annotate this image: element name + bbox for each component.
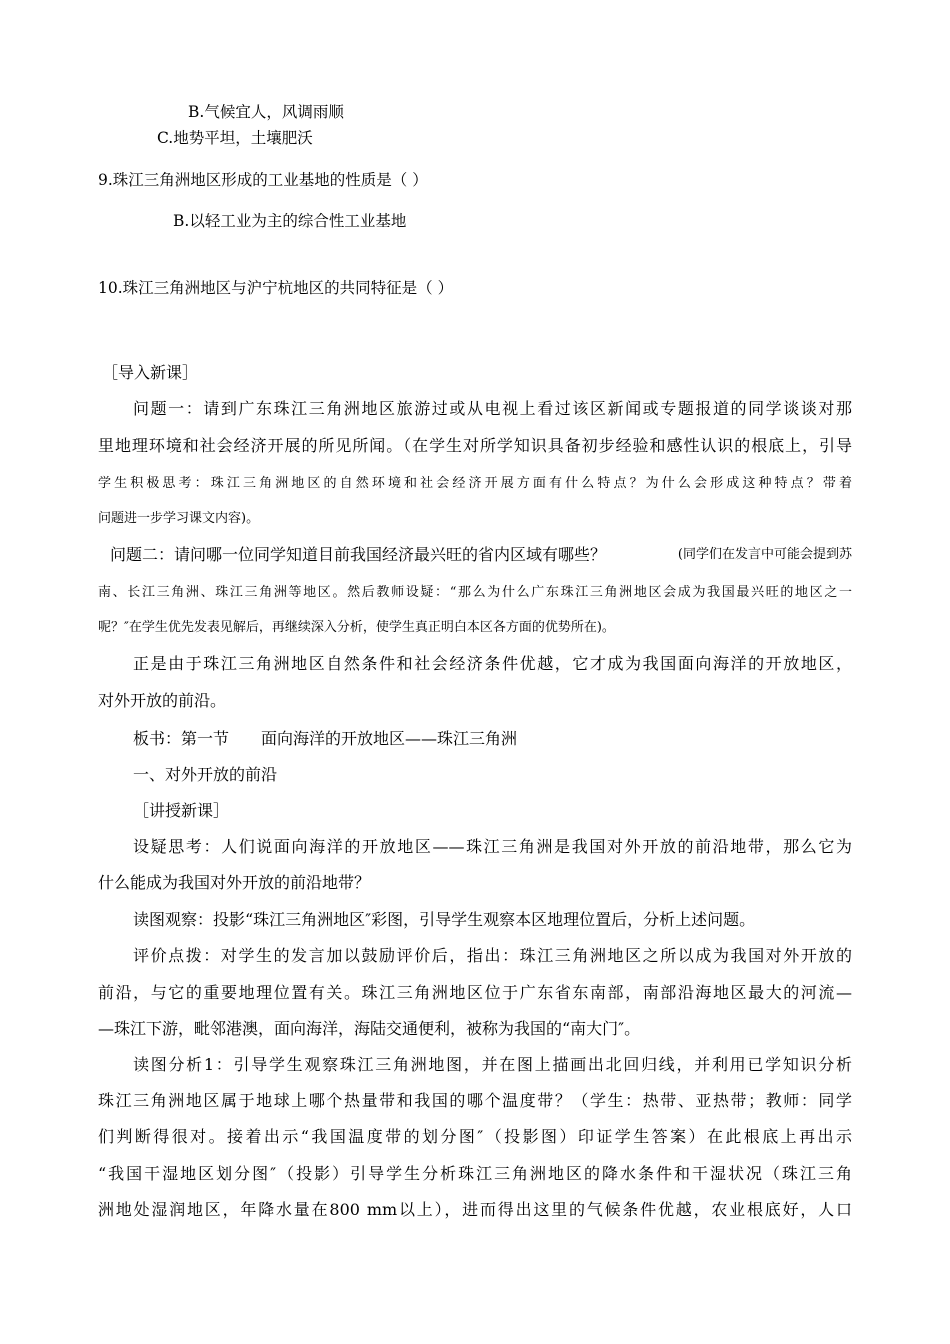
intro-q1-line: 问题进一步学习课文内容)。 (98, 511, 260, 526)
intro-q2-main: 问题二：请问哪一位同学知道目前我国经济最兴旺的省内区域有哪些？ (110, 545, 607, 564)
lecture-heading: ［讲授新课］ (133, 801, 230, 820)
comment-line: 前沿，与它的重要地理位置有关。珠江三角洲地区位于广东省东南部，南部沿海地区最大的河流— (98, 983, 852, 1002)
intro-q2-note-line: 南、长江三角洲、珠江三角洲等地区。然后教师设疑：“那么为什么广东珠江三角洲地区会成为我国最兴旺的地区之一 (98, 585, 852, 600)
analysis-line: 珠江三角洲地区属于地球上哪个热量带和我国的哪个温度带？（学生：热带、亚热带；教师：同学 (98, 1091, 852, 1110)
doubt-line: 设疑思考：人们说面向海洋的开放地区——珠江三角洲是我国对外开放的前沿地带，那么它为 (133, 837, 852, 856)
q10-stem: 10.珠江三角洲地区与沪宁杭地区的共同特征是（ ） (98, 279, 454, 297)
q8-option-c: C.地势平坦，土壤肥沃 (157, 129, 313, 147)
intro-q2-note-line: 呢？″在学生优先发表见解后，再继续深入分析，使学生真正明白本区各方面的优势所在)。 (98, 620, 615, 635)
intro-q2-line (110, 545, 852, 565)
analysis-line: “我国干湿地区划分图″（投影）引导学生分析珠江三角洲地区的降水条件和干湿状况（珠江三角 (98, 1164, 852, 1183)
q8-option-b: B.气候宜人，风调雨顺 (188, 103, 344, 121)
analysis-line: 们判断得很对。接着出示“我国温度带的划分图″（投影图）印证学生答案）在此根底上再出示 (98, 1127, 852, 1146)
intro-heading: ［导入新课］ (102, 363, 199, 382)
section-one-heading: 一、对外开放的前沿 (133, 765, 278, 784)
observe-line: 读图观察：投影“珠江三角洲地区″彩图，引导学生观察本区地理位置后，分析上述问题。 (133, 910, 756, 929)
q9-stem: 9.珠江三角洲地区形成的工业基地的性质是（ ） (98, 171, 428, 189)
doubt-line: 什么能成为我国对外开放的前沿地带？ (98, 873, 371, 892)
analysis-line: 读图分析1：引导学生观察珠江三角洲地图，并在图上描画出北回归线，并利用已学知识分析 (133, 1055, 852, 1074)
comment-line: 评价点拨：对学生的发言加以鼓励评价后，指出：珠江三角洲地区之所以成为我国对外开放的 (133, 946, 852, 965)
intro-q2-note: (同学们在发言中可能会提到苏 (677, 547, 852, 562)
intro-q1-line: 问题一：请到广东珠江三角洲地区旅游过或从电视上看过该区新闻或专题报道的同学谈谈对那 (133, 399, 852, 418)
q9-option-b: B.以轻工业为主的综合性工业基地 (173, 212, 407, 230)
board-title: 板书：第一节 面向海洋的开放地区——珠江三角洲 (133, 729, 518, 748)
analysis-line: 洲地处湿润地区，年降水量在800 mm以上），进而得出这里的气候条件优越，农业根底好，人口 (98, 1200, 852, 1219)
intro-q1-line: 里地理环境和社会经济开展的所见所闻。（在学生对所学知识具备初步经验和感性认识的根底上，引导 (98, 436, 852, 455)
summary-line: 正是由于珠江三角洲地区自然条件和社会经济条件优越，它才成为我国面向海洋的开放地区， (133, 654, 852, 673)
summary-line: 对外开放的前沿。 (98, 691, 227, 710)
intro-q1-line: 学生积极思考：珠江三角洲地区的自然环境和社会经济开展方面有什么特点？为什么会形成这种特点？带着 (98, 476, 852, 491)
comment-line: —珠江下游，毗邻港澳，面向海洋，海陆交通便利，被称为我国的“南大门″。 (98, 1019, 641, 1038)
